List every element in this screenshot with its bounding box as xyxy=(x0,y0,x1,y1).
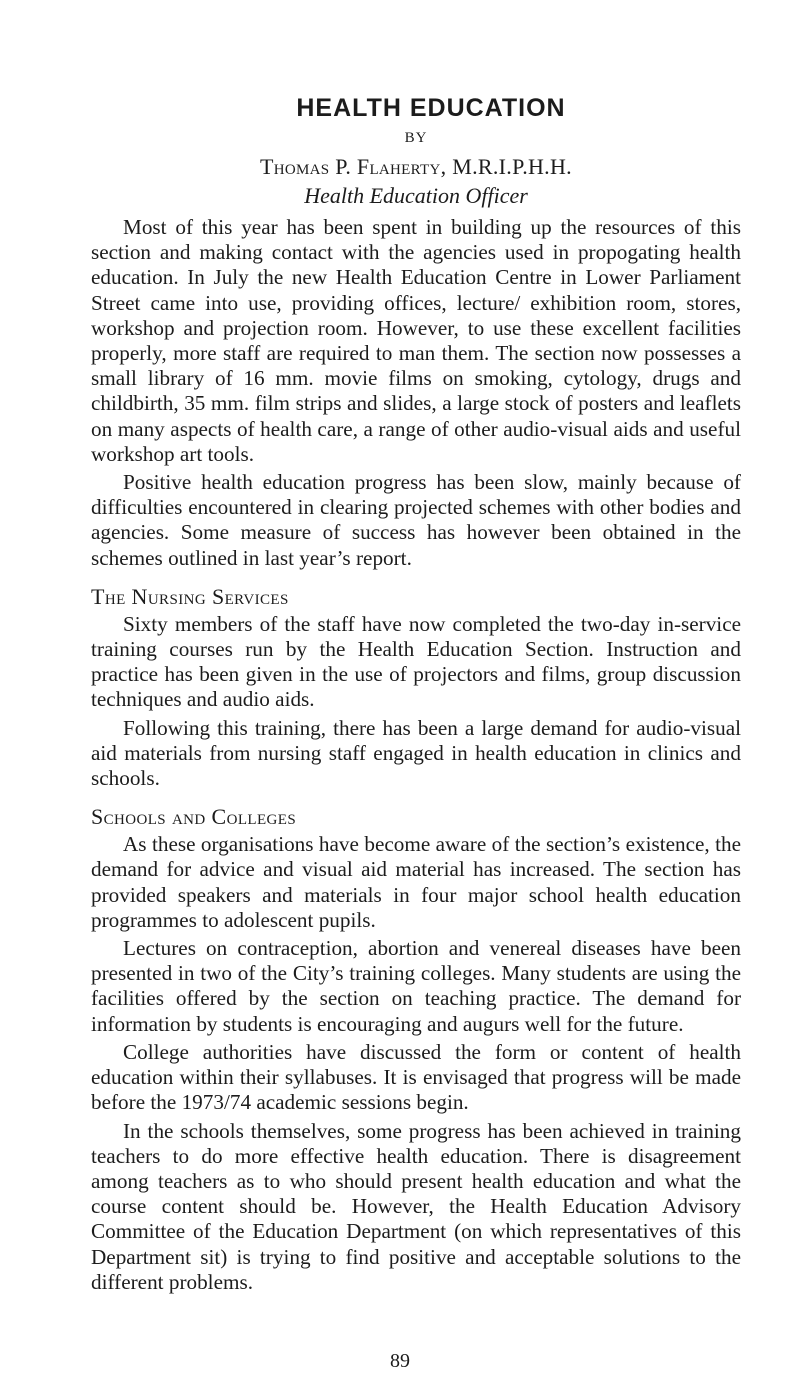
intro-paragraph: Positive health education progress has been slow, mainly because of difficulties encountered in clearing projected schemes with other bodies and agencies. Some measure of success has however been obtained in the schemes outlined in last year’s report. xyxy=(91,470,741,570)
schools-paragraph: As these organisations have become aware of the section’s existence, the demand for advice and visual aid material has increased. The section has provided speakers and materials in four major school health education programmes to adolescent pupils. xyxy=(91,832,741,932)
nursing-paragraph: Sixty members of the staff have now completed the two-day in-service training courses run by the Health Education Section. Instruction and practice has been given in the use of projectors and films, group discussion techniques and audio aids. xyxy=(91,611,741,712)
author-role: Health Education Officer xyxy=(304,183,528,208)
document-page xyxy=(91,92,741,1295)
section-heading-schools: Schools and Colleges xyxy=(91,804,297,830)
schools-paragraph: Lectures on contraception, abortion and venereal diseases have been presented in two of the City’s training colleges. Many students are using the facilities offered by the section on teaching practice. The demand for information by students is encouraging and augurs well for the future. xyxy=(91,936,741,1036)
nursing-paragraph: Following this training, there has been a large demand for audio-visual aid materials from nursing staff engaged in health education in clinics and schools. xyxy=(91,715,741,791)
page-number: 89 xyxy=(390,1350,410,1372)
intro-paragraph: Most of this year has been spent in building up the resources of this section and making contact with the agencies used in propogating health education. In July the new Health Education Centre in Lower Parliament Street came into use, providing offices, lecture/ exhibition room, stores, workshop and projection room. However, to use these excellent facilities properly, more staff are required to man them. The section now possesses a small library of 16 mm. movie films on smoking, cytology, drugs and childbirth, 35 mm. film strips and slides, a large stock of posters and leaflets on many aspects of health care, a range of other audio-visual aids and useful workshop art tools. xyxy=(91,215,741,466)
schools-paragraph: College authorities have discussed the form or content of health education within their syllabuses. It is envisaged that progress will be made before the 1973/74 academic sessions begin. xyxy=(91,1039,741,1115)
schools-paragraph: In the schools themselves, some progress has been achieved in training teachers to do more effective health education. There is disagreement among teachers as to who should present health education and what the course content should be. However, the Health Education Advisory Committee of the Education Department (on which representatives of this Department sit) is trying to find positive and acceptable solutions to the different problems. xyxy=(91,1118,741,1294)
byline-label: BY xyxy=(404,130,428,146)
section-heading-nursing: The Nursing Services xyxy=(91,583,289,609)
author-name: Thomas P. Flaherty, M.R.I.P.H.H. xyxy=(260,154,572,179)
document-title: HEALTH EDUCATION xyxy=(296,94,566,122)
